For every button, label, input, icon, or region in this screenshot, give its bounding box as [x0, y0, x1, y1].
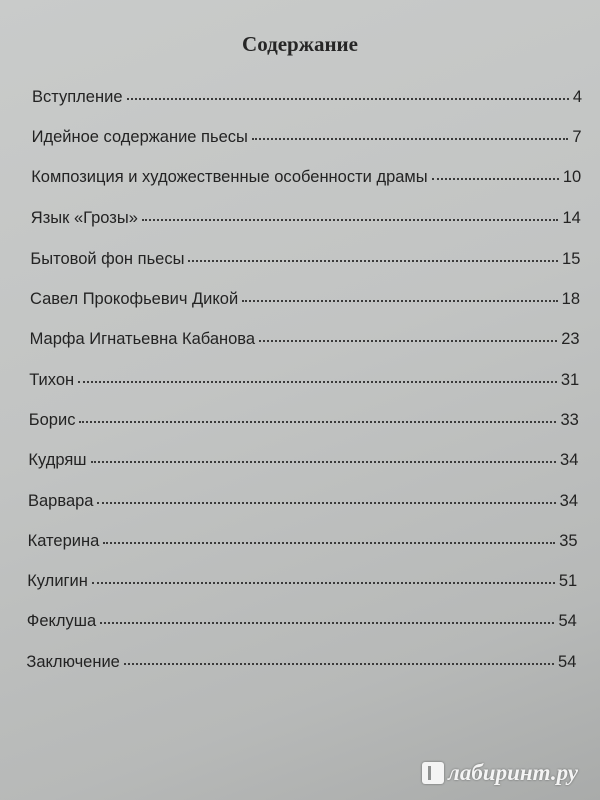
toc-entry-label: Композиция и художественные особенности драмы — [31, 168, 428, 186]
toc-entry-label: Язык «Грозы» — [30, 209, 138, 227]
labirint-logo-icon — [422, 762, 444, 784]
toc-entry-page-number: 23 — [561, 330, 580, 348]
toc-entry — [28, 492, 578, 511]
toc-entry — [32, 128, 582, 147]
watermark — [422, 760, 578, 786]
toc-entry-page-number: 31 — [560, 371, 580, 389]
toc-entry-page-number: 15 — [562, 250, 581, 268]
page-title: Содержание — [242, 32, 358, 56]
toc-entry — [30, 330, 580, 349]
toc-entry-label: Кулигин — [27, 572, 88, 590]
dot-leader — [78, 381, 557, 383]
dot-leader — [242, 300, 557, 302]
dot-leader — [188, 260, 558, 262]
toc-entry-page-number: 18 — [561, 290, 580, 308]
toc-entry — [31, 168, 581, 187]
toc-entry-label: Идейное содержание пьесы — [31, 128, 248, 146]
toc-entry — [30, 250, 580, 269]
toc-entry-page-number: 54 — [558, 653, 577, 671]
toc-entry-label: Варвара — [28, 492, 94, 510]
dot-leader — [142, 219, 559, 221]
toc-entry-label: Вступление — [32, 88, 123, 106]
toc-entry-page-number: 54 — [558, 612, 577, 630]
toc-entry — [27, 612, 577, 631]
toc-entry-page-number: 34 — [559, 492, 578, 510]
toc-entry-page-number: 51 — [558, 572, 578, 590]
dot-leader — [91, 461, 557, 463]
toc-entry-page-number: 33 — [560, 411, 579, 429]
toc-entry — [31, 209, 581, 228]
dot-leader — [100, 622, 554, 624]
toc-entry-page-number: 4 — [572, 88, 582, 106]
toc-entry-page-number: 35 — [559, 532, 578, 550]
toc-entry-label: Тихон — [29, 371, 75, 389]
toc-entry — [32, 88, 582, 107]
dot-leader — [252, 138, 569, 140]
toc-entry — [30, 290, 580, 309]
toc-entry — [26, 653, 576, 672]
dot-leader — [79, 421, 556, 423]
toc-entry — [28, 451, 578, 470]
dot-leader — [92, 582, 555, 584]
watermark-text: лабиринт.ру — [448, 760, 578, 785]
toc-entry-label: Марфа Игнатьевна Кабанова — [29, 330, 256, 348]
toc-entry — [27, 572, 577, 591]
toc-entry-page-number: 7 — [572, 128, 582, 146]
toc-entry-label: Борис — [28, 411, 76, 429]
toc-entry-page-number: 14 — [562, 209, 581, 227]
dot-leader — [103, 542, 555, 544]
toc-entry-label: Бытовой фон пьесы — [30, 250, 185, 268]
toc-entry — [29, 371, 579, 390]
toc-entry-label: Катерина — [27, 532, 100, 550]
toc-entry-label: Савел Прокофьевич Дикой — [30, 290, 239, 308]
dot-leader — [432, 178, 559, 180]
toc-entry-label: Кудряш — [28, 451, 87, 469]
dot-leader — [127, 98, 569, 100]
dot-leader — [124, 663, 554, 665]
toc-entry — [29, 411, 579, 430]
dot-leader — [97, 502, 555, 504]
toc-entry-label: Феклуша — [26, 612, 97, 630]
toc-entry-label: Заключение — [26, 653, 120, 671]
dot-leader — [259, 340, 557, 342]
toc-entry — [28, 532, 578, 551]
toc-entry-page-number: 34 — [560, 451, 579, 469]
toc-entry-page-number: 10 — [562, 168, 582, 186]
